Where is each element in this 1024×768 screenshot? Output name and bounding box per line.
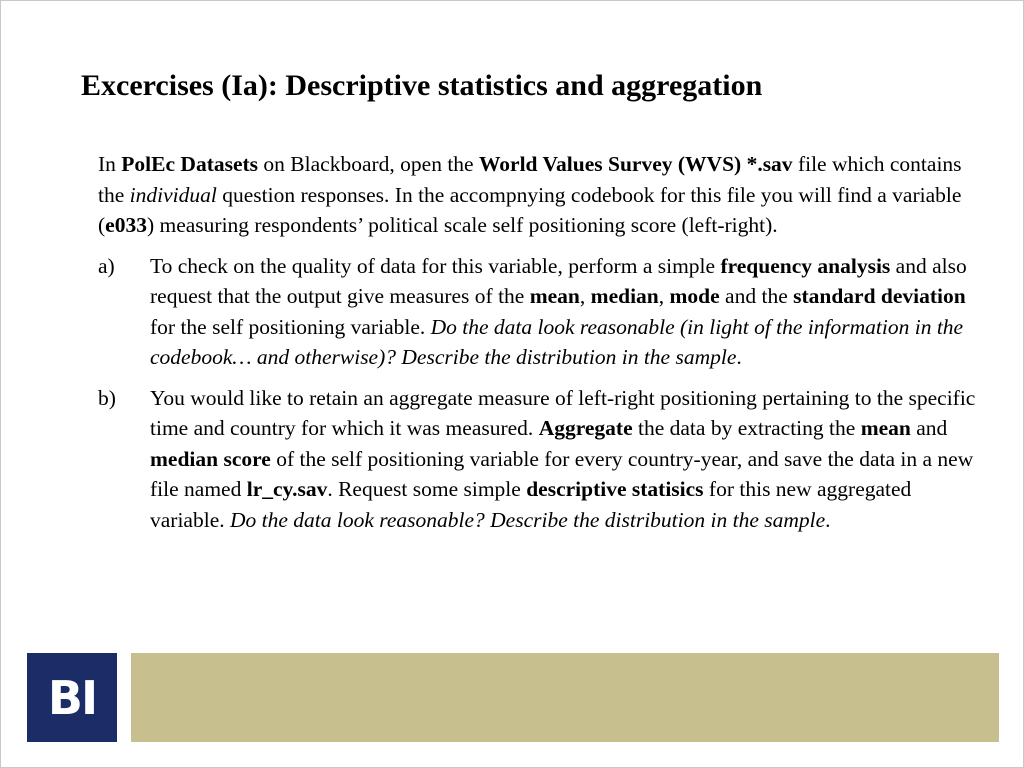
item-a-bold-frequency-analysis: frequency analysis xyxy=(720,253,891,278)
item-a-text-7: . xyxy=(736,345,742,369)
list-marker-a: a) xyxy=(98,253,115,278)
item-b-text-7: . xyxy=(825,507,831,532)
item-b-text-4: of the self positioning variable for every country-year, and save the data in a new file named xyxy=(150,446,974,501)
intro-bold-polec-datasets: PolEc Datasets xyxy=(121,152,259,176)
item-b-bold-filename: lr_cy.sav xyxy=(246,477,328,501)
slide-body xyxy=(98,149,990,545)
item-a-text-6: for the self positioning variable. xyxy=(150,314,431,339)
item-b-bold-aggregate: Aggregate xyxy=(538,416,633,440)
intro-text-5: ) measuring respondents’ political scale self positioning score (left-right). xyxy=(146,213,778,237)
item-a-bold-standard-deviation: standard deviation xyxy=(793,284,966,308)
intro-bold-wvs-file: World Values Survey (WVS) *.sav xyxy=(478,152,793,176)
item-b-bold-descriptive-statistics: descriptive statisics xyxy=(526,477,704,501)
list-marker-b: b) xyxy=(98,385,116,410)
item-b-text-1: You would like to retain an aggregate measure of left-right positioning pertaining to the specific time and country for which it was measured. xyxy=(150,385,976,440)
bi-logo-text: BI xyxy=(47,670,97,725)
intro-text-4: question responses. In the accompnying codebook for this file you will find a variable ( xyxy=(98,182,962,237)
item-a-text-5: and the xyxy=(719,284,794,308)
footer-band xyxy=(131,653,999,742)
item-a-text-1: To check on the quality of data for this variable, perform a simple xyxy=(150,253,721,278)
slide-title: Excercises (Ia): Descriptive statistics and aggregation xyxy=(81,69,763,102)
bi-logo xyxy=(27,653,117,742)
intro-bold-variable-e033: e033 xyxy=(105,213,147,237)
item-a-text-4: , xyxy=(658,284,670,308)
intro-text-3: file which contains the xyxy=(98,152,962,207)
item-b-text-2: the data by extracting the xyxy=(632,416,861,440)
intro-italic-individual: individual xyxy=(129,182,217,207)
item-a-italic-question: Do the data look reasonable (in light of the information in the codebook… and otherwise)? Describe the distribution in the sample xyxy=(150,314,964,369)
intro-text-2: on Blackboard, open the xyxy=(258,152,479,176)
item-b-text-5: . Request some simple xyxy=(327,477,527,501)
item-b-bold-mean: mean xyxy=(860,416,911,440)
item-b-bold-median-score: median score xyxy=(150,446,271,471)
list-item-b xyxy=(98,383,990,536)
item-a-text-3: , xyxy=(579,284,591,308)
item-a-text-2: and also request that the output give measures of the xyxy=(150,253,967,308)
item-b-text-6: for this new aggregated variable. xyxy=(150,477,912,532)
item-b-italic-question: Do the data look reasonable? Describe the distribution in the sample xyxy=(230,507,826,532)
list-item-a xyxy=(98,251,990,373)
intro-text-1: In xyxy=(98,152,122,176)
intro-paragraph xyxy=(98,149,990,241)
item-a-bold-mean: mean xyxy=(529,284,580,308)
item-a-bold-mode: mode xyxy=(669,284,720,308)
item-b-text-3: and xyxy=(910,416,948,440)
item-a-bold-median: median xyxy=(590,284,659,308)
